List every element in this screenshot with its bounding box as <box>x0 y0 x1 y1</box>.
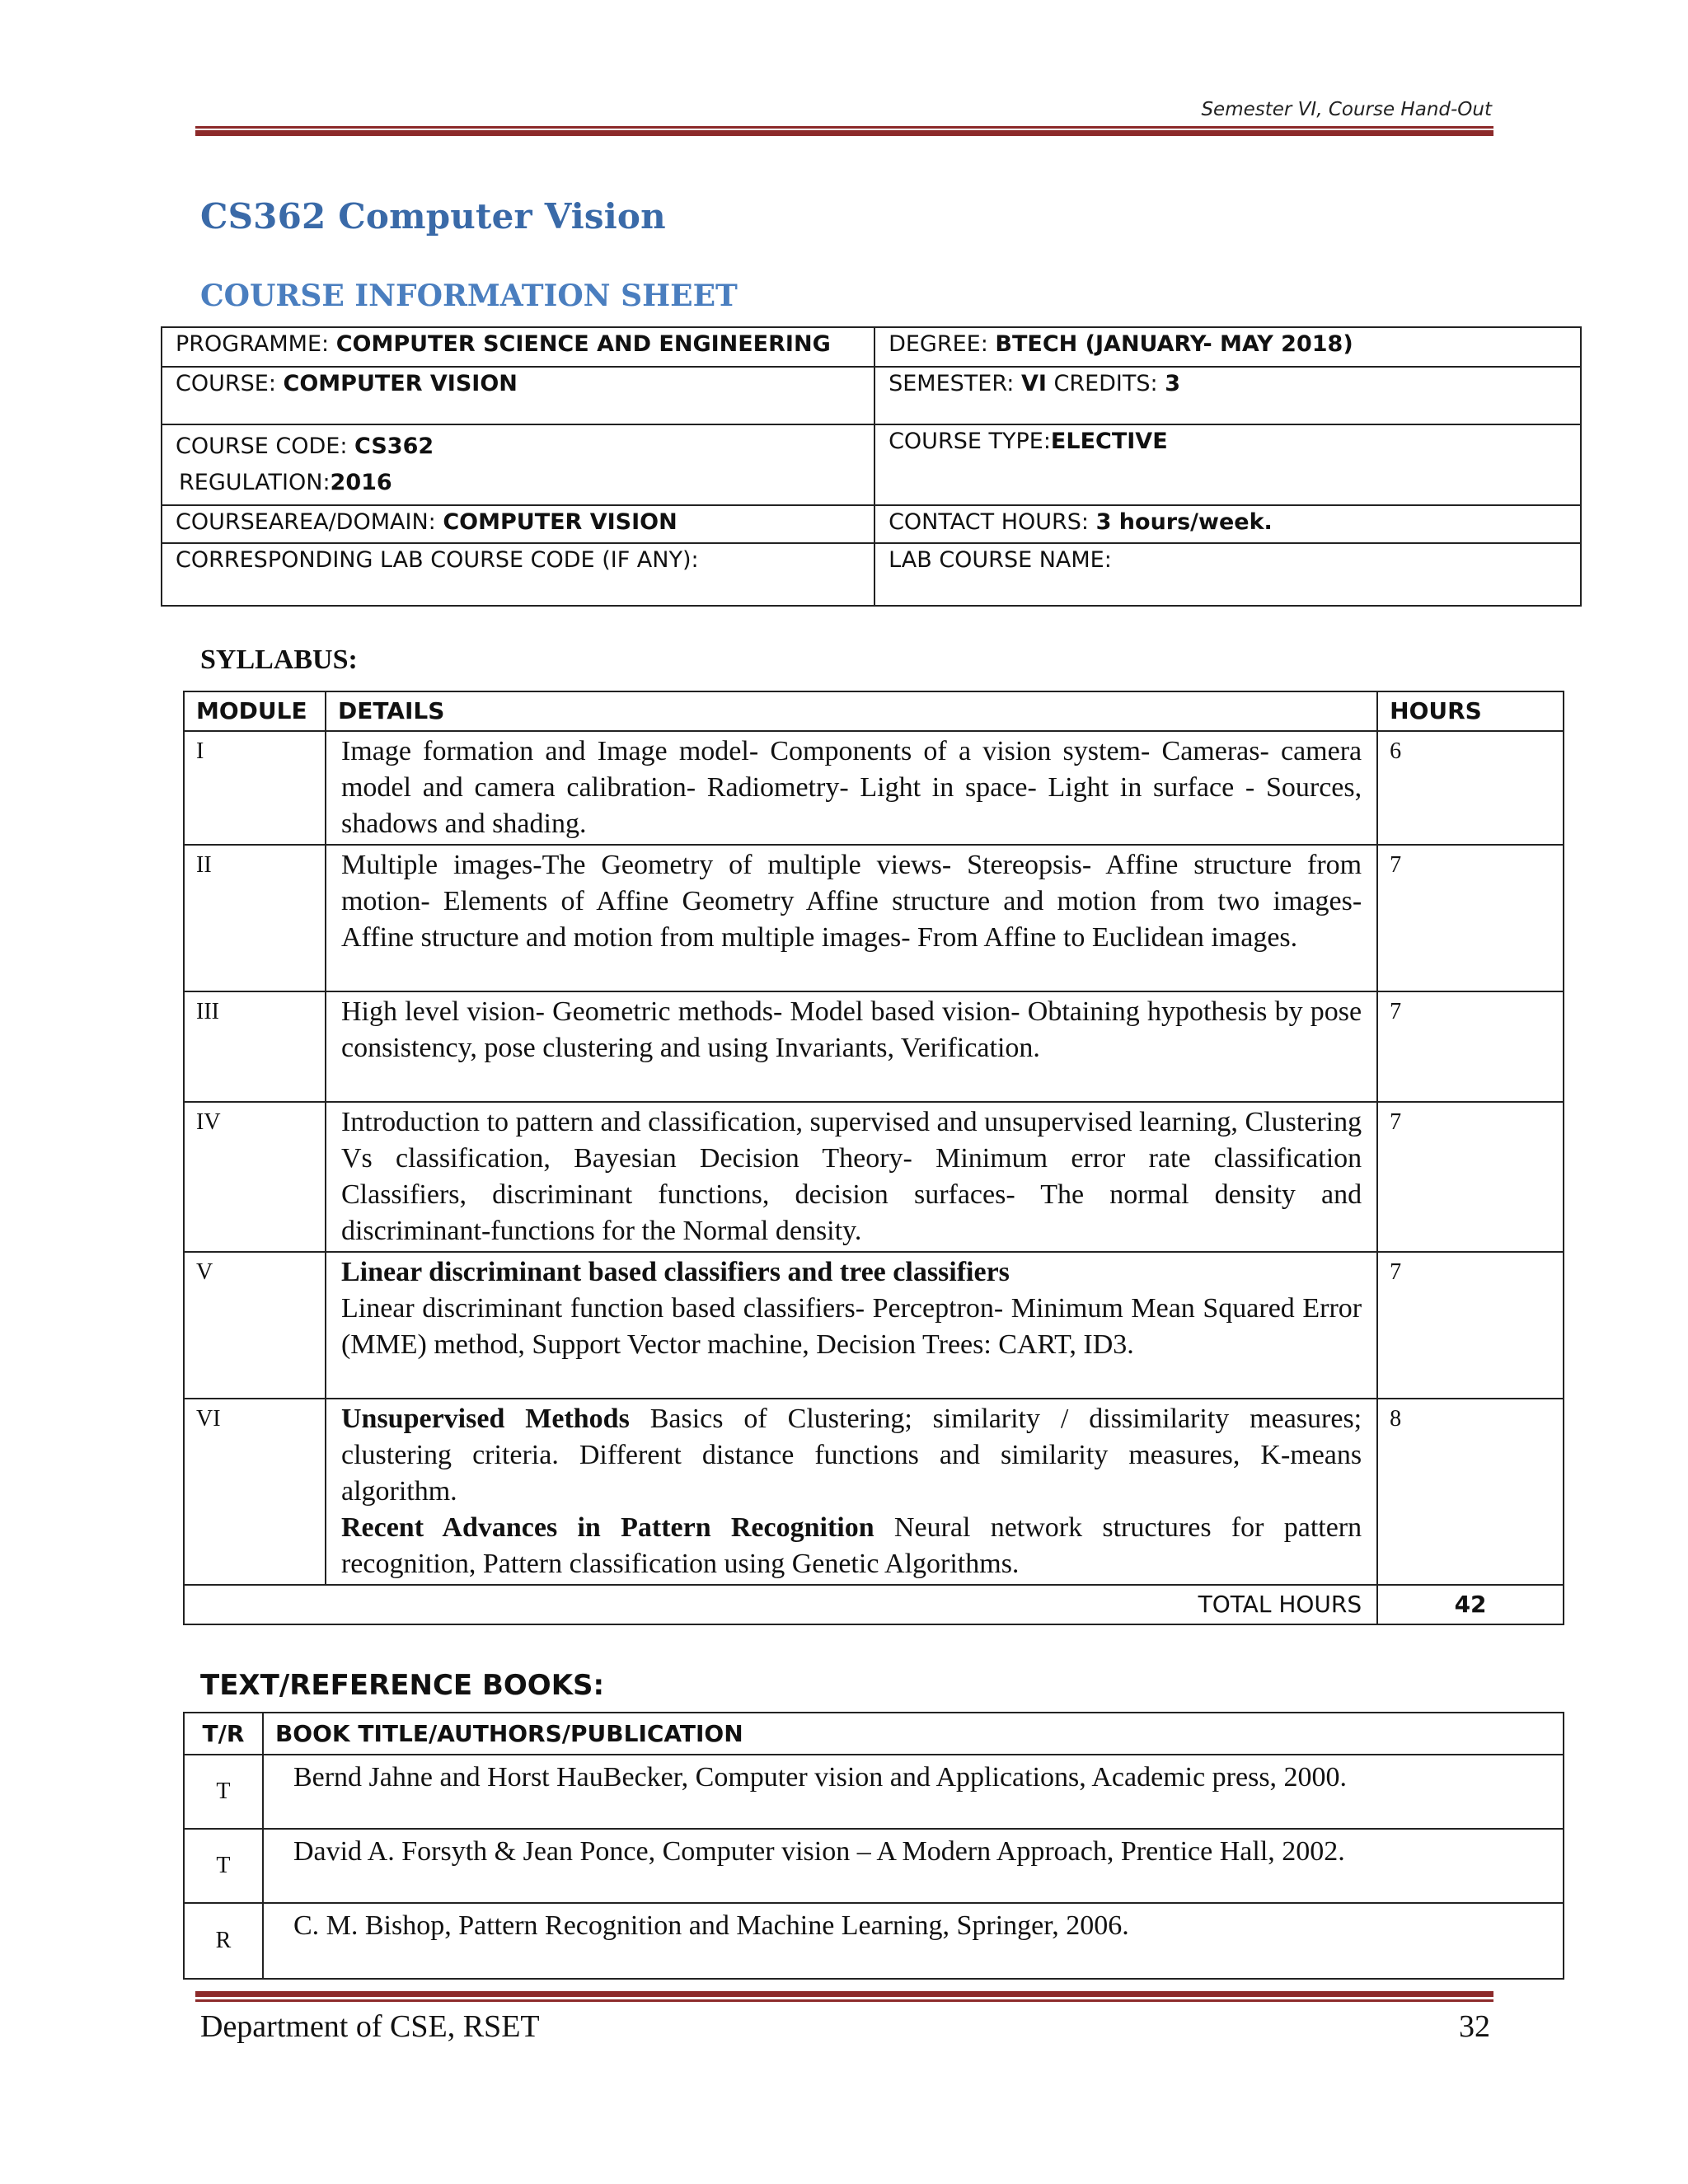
lab-code-cell: CORRESPONDING LAB COURSE CODE (IF ANY): <box>162 543 874 606</box>
footer-department: Department of CSE, RSET <box>200 2009 540 2044</box>
book-type: R <box>184 1903 263 1979</box>
programme-cell: PROGRAMME: COMPUTER SCIENCE AND ENGINEERING <box>162 327 874 367</box>
table-row <box>184 845 1564 991</box>
module-hours: 7 <box>1377 991 1564 1102</box>
course-type-cell: COURSE TYPE:ELECTIVE <box>874 424 1581 505</box>
semester-credits-cell: SEMESTER: VI CREDITS: 3 <box>874 367 1581 424</box>
module-details: High level vision- Geometric methods- Model based vision- Obtaining hypothesis by pose consistency, pose clustering and using Invariants, Verification. <box>326 991 1377 1102</box>
module-details: Introduction to pattern and classification, supervised and unsupervised learning, Clustering Vs classification, Bayesian Decision Theory- Minimum error rate classification Classifiers, discriminant functions, decision surfaces- The normal density and discriminant-functions for the Normal density. <box>326 1102 1377 1252</box>
total-hours-value: 42 <box>1377 1585 1564 1624</box>
table-row <box>162 327 1581 367</box>
module-hours: 7 <box>1377 1252 1564 1399</box>
header-rule-thick <box>195 130 1493 136</box>
table-header-row <box>184 691 1564 731</box>
table-row <box>184 1399 1564 1585</box>
course-code-cell: COURSE CODE: CS362 REGULATION:2016 <box>162 424 874 505</box>
info-sheet-title: COURSE INFORMATION SHEET <box>200 279 738 313</box>
table-row <box>184 1755 1564 1829</box>
book-title: Bernd Jahne and Horst HauBecker, Computer vision and Applications, Academic press, 2000. <box>263 1755 1564 1829</box>
table-row <box>162 543 1581 606</box>
books-table <box>183 1712 1564 1980</box>
degree-cell: DEGREE: BTECH (JANUARY- MAY 2018) <box>874 327 1581 367</box>
module-header: MODULE <box>184 691 326 731</box>
total-row <box>184 1585 1564 1624</box>
course-cell: COURSE: COMPUTER VISION <box>162 367 874 424</box>
lab-name-cell: LAB COURSE NAME: <box>874 543 1581 606</box>
module-details: Linear discriminant based classifiers and tree classifiers Linear discriminant function based classifiers- Perceptron- Minimum Mean Squared Error (MME) method, Support Vector machine, Decision Trees: CART, ID3. <box>326 1252 1377 1399</box>
table-row <box>162 424 1581 505</box>
module-details: Unsupervised Methods Basics of Clustering; similarity / dissimilarity measures; clustering criteria. Different distance functions and similarity measures, K-means algorithm. Recent Advances in Pattern Recognition Neural network structures for pattern recognition, Pattern classification using Genetic Algorithms. <box>326 1399 1377 1585</box>
table-row <box>184 1903 1564 1979</box>
table-row <box>162 505 1581 543</box>
table-row <box>162 367 1581 424</box>
hours-header: HOURS <box>1377 691 1564 731</box>
table-row <box>184 1252 1564 1399</box>
page-number: 32 <box>1459 2009 1490 2044</box>
module-number: III <box>184 991 326 1102</box>
module-hours: 8 <box>1377 1399 1564 1585</box>
book-type: T <box>184 1755 263 1829</box>
module-number: VI <box>184 1399 326 1585</box>
tr-header: T/R <box>184 1713 263 1755</box>
table-row <box>184 731 1564 845</box>
table-row <box>184 1829 1564 1903</box>
module-details: Image formation and Image model- Components of a vision system- Cameras- camera model and camera calibration- Radiometry- Light in space- Light in surface - Sources, shadows and shading. <box>326 731 1377 845</box>
footer-rule-thick <box>195 1991 1493 1997</box>
module-hours: 7 <box>1377 1102 1564 1252</box>
books-title: TEXT/REFERENCE BOOKS: <box>200 1669 605 1702</box>
table-row <box>184 991 1564 1102</box>
module-hours: 6 <box>1377 731 1564 845</box>
module-number: V <box>184 1252 326 1399</box>
book-title: C. M. Bishop, Pattern Recognition and Machine Learning, Springer, 2006. <box>263 1903 1564 1979</box>
contact-hours-cell: CONTACT HOURS: 3 hours/week. <box>874 505 1581 543</box>
table-row <box>184 1102 1564 1252</box>
header-rule-thin <box>195 126 1493 129</box>
module-number: I <box>184 731 326 845</box>
details-header: DETAILS <box>326 691 1377 731</box>
module-number: IV <box>184 1102 326 1252</box>
course-title: CS362 Computer Vision <box>200 196 666 237</box>
module-hours: 7 <box>1377 845 1564 991</box>
book-title-header: BOOK TITLE/AUTHORS/PUBLICATION <box>263 1713 1564 1755</box>
running-head: Semester VI, Course Hand-Out <box>1201 99 1492 120</box>
module-details: Multiple images-The Geometry of multiple views- Stereopsis- Affine structure from motion- Elements of Affine Geometry Affine structure and motion from two images- Affine structure and motion from multiple images- From Affine to Euclidean images. <box>326 845 1377 991</box>
module-number: II <box>184 845 326 991</box>
domain-cell: COURSEAREA/DOMAIN: COMPUTER VISION <box>162 505 874 543</box>
syllabus-title: SYLLABUS: <box>200 644 358 675</box>
course-info-table <box>161 326 1582 607</box>
table-header-row <box>184 1713 1564 1755</box>
syllabus-table <box>183 691 1564 1625</box>
total-hours-label: TOTAL HOURS <box>184 1585 1377 1624</box>
footer-rule-thin <box>195 1999 1493 2002</box>
book-type: T <box>184 1829 263 1903</box>
book-title: David A. Forsyth & Jean Ponce, Computer vision – A Modern Approach, Prentice Hall, 2002. <box>263 1829 1564 1903</box>
